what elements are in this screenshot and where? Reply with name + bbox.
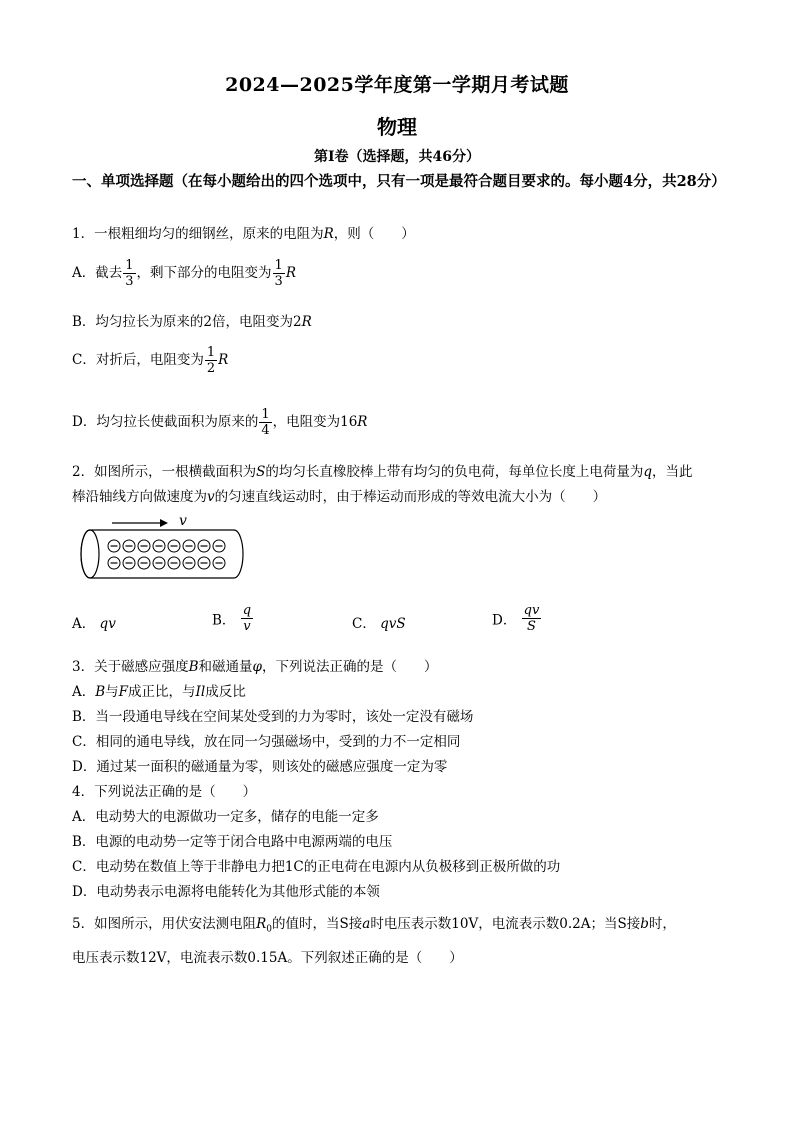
q1-a-mid: ，剩下部分的电阻变为 bbox=[136, 265, 272, 281]
question-1-option-a bbox=[72, 258, 296, 289]
q2-c-label: C． bbox=[352, 616, 376, 632]
q3-a-pre: A． bbox=[72, 684, 96, 700]
q3-stem-B: B bbox=[188, 659, 199, 675]
exam-title: 2024—2025学年度第一学期月考试题 bbox=[225, 74, 569, 96]
rod-charges bbox=[108, 540, 225, 569]
q2-a-value: qv bbox=[99, 616, 116, 632]
volume-heading: 第Ⅰ卷（选择题，共46分） bbox=[313, 149, 481, 165]
q2-line2-a: 棒沿轴线方向做速度为 bbox=[72, 489, 207, 505]
q1-a-pre: A．截去 bbox=[72, 265, 123, 281]
section-heading: 一、单项选择题（在每小题给出的四个选项中，只有一项是最符合题目要求的。每小题4分，共28分） bbox=[72, 173, 726, 190]
q1-d-frac bbox=[259, 407, 271, 438]
q1-a-frac1-den: 3 bbox=[125, 274, 134, 289]
question-2-option-b bbox=[212, 603, 254, 634]
q1-d-var: R bbox=[357, 414, 368, 430]
q1-a-var: R bbox=[285, 265, 296, 281]
velocity-arrow-head bbox=[160, 519, 168, 527]
question-4-option-a: A．电动势大的电源做功一定多，储存的电能一定多 bbox=[72, 809, 379, 825]
question-4-option-b: B．电源的电动势一定等于闭合电路中电源两端的电压 bbox=[72, 834, 393, 850]
q1-c-frac bbox=[205, 345, 217, 376]
q1-c-frac-den: 2 bbox=[206, 361, 216, 376]
q2-d-label: D． bbox=[492, 612, 517, 629]
q3-a-F: F bbox=[118, 684, 129, 700]
subject-title: 物理 bbox=[377, 115, 417, 139]
question-1-option-b bbox=[72, 310, 312, 330]
q1-c-var: R bbox=[218, 352, 229, 368]
q2-d-den: S bbox=[522, 618, 542, 634]
rod-end-left bbox=[81, 530, 99, 578]
q2-line1-a: 2．如图所示，一根横截面积为 bbox=[72, 464, 257, 480]
q2-b-label: B． bbox=[212, 612, 236, 629]
q1-a-frac1-num: 1 bbox=[125, 258, 134, 273]
question-4-stem: 4．下列说法正确的是（ ） bbox=[72, 784, 257, 800]
question-2-stem-line1 bbox=[72, 460, 693, 480]
q3-a-Il: Il bbox=[195, 684, 206, 700]
velocity-label: v bbox=[179, 513, 187, 529]
q5-line1-c: 时电压表示数10V，电流表示数0.2A；当S接 bbox=[370, 916, 641, 932]
question-3-option-b: B．当一段通电导线在空间某处受到的力为零时，该处一定没有磁场 bbox=[72, 709, 474, 725]
q1-d-frac-den: 4 bbox=[261, 423, 270, 438]
q5-line1-d: 时， bbox=[648, 916, 676, 932]
question-1-option-d bbox=[72, 407, 367, 438]
q2-line2-b: 的匀速直线运动时，由于棒运动而形成的等效电流大小为（ ） bbox=[214, 489, 607, 505]
question-5-line1 bbox=[72, 912, 676, 935]
q2-d-frac bbox=[522, 603, 542, 634]
rod-body bbox=[81, 530, 243, 578]
q1-a-frac2-num: 1 bbox=[274, 258, 283, 273]
q3-a-mid: 与 bbox=[105, 684, 119, 700]
q3-a-B: B bbox=[95, 684, 106, 700]
q5-line1-sub: 0 bbox=[266, 924, 272, 935]
question-2-option-d bbox=[492, 603, 542, 634]
question-5-line2: 电压表示数12V，电流表示数0.15A。下列叙述正确的是（ ） bbox=[72, 950, 463, 966]
q1-d-post: ，电阻变为16 bbox=[272, 414, 358, 430]
q1-d-frac-num: 1 bbox=[261, 407, 270, 422]
q5-line1-R: R bbox=[256, 916, 267, 932]
charged-rod-figure bbox=[74, 510, 254, 582]
q2-d-num: qv bbox=[523, 603, 540, 618]
question-4-option-c: C．电动势在数值上等于非静电力把1C的正电荷在电源内从负极移到正极所做的功 bbox=[72, 859, 561, 875]
q3-stem-c: ，下列说法正确的是（ ） bbox=[261, 659, 438, 675]
q2-c-value: qvS bbox=[380, 616, 406, 632]
q2-line1-c: ，当此 bbox=[652, 464, 693, 480]
q3-stem-a: 3．关于磁感应强度 bbox=[72, 659, 189, 675]
q5-line1-a-var: a bbox=[362, 916, 371, 932]
q1-c-pre: C．对折后，电阻变为 bbox=[72, 352, 204, 368]
q2-a-label: A． bbox=[72, 616, 96, 632]
q1-a-frac2-den: 3 bbox=[274, 274, 283, 289]
question-3-stem bbox=[72, 655, 437, 675]
question-3-option-a bbox=[72, 680, 246, 700]
q3-stem-phi: φ bbox=[252, 659, 262, 675]
q2-line1-S: S bbox=[256, 464, 266, 480]
q1-stem-end: ，则（ ） bbox=[333, 226, 415, 242]
q1-d-pre: D．均匀拉长使截面积为原来的 bbox=[72, 414, 259, 430]
q1-stem-var: R bbox=[323, 226, 334, 242]
q2-line1-b: 的均匀长直橡胶棒上带有均匀的负电荷，每单位长度上电荷量为 bbox=[265, 464, 644, 480]
question-1-option-c bbox=[72, 345, 228, 376]
q1-b-var: R bbox=[301, 314, 312, 330]
q1-stem-text: 1．一根粗细均匀的细钢丝，原来的电阻为 bbox=[72, 226, 324, 242]
q2-b-den: v bbox=[241, 618, 253, 634]
q5-line1-b: 的值时，当S接 bbox=[272, 916, 363, 932]
q1-b-text: B．均匀拉长为原来的2倍，电阻变为2 bbox=[72, 314, 302, 330]
q2-b-frac bbox=[241, 603, 253, 634]
question-3-option-d: D．通过某一面积的磁通量为零，则该处的磁感应强度一定为零 bbox=[72, 759, 448, 775]
question-1-stem bbox=[72, 222, 415, 242]
question-2-stem-line2 bbox=[72, 485, 606, 505]
q3-a-mid2: 成正比，与 bbox=[128, 684, 196, 700]
q1-a-frac2 bbox=[273, 258, 285, 289]
q3-stem-b: 和磁通量 bbox=[198, 659, 253, 675]
q2-line1-q: q bbox=[643, 464, 652, 480]
q2-line2-v: v bbox=[207, 489, 215, 505]
q5-line1-b-var: b bbox=[640, 916, 649, 932]
question-3-option-c: C．相同的通电导线，放在同一匀强磁场中，受到的力不一定相同 bbox=[72, 734, 461, 750]
question-2-option-a bbox=[72, 612, 116, 632]
q2-b-num: q bbox=[242, 603, 252, 618]
q5-line1-a: 5．如图所示，用伏安法测电阻 bbox=[72, 916, 257, 932]
q3-a-post: 成反比 bbox=[205, 684, 246, 700]
q1-c-frac-num: 1 bbox=[206, 345, 216, 360]
q1-a-frac1 bbox=[123, 258, 135, 289]
question-4-option-d: D．电动势表示电源将电能转化为其他形式能的本领 bbox=[72, 884, 380, 900]
question-2-option-c bbox=[352, 612, 406, 632]
